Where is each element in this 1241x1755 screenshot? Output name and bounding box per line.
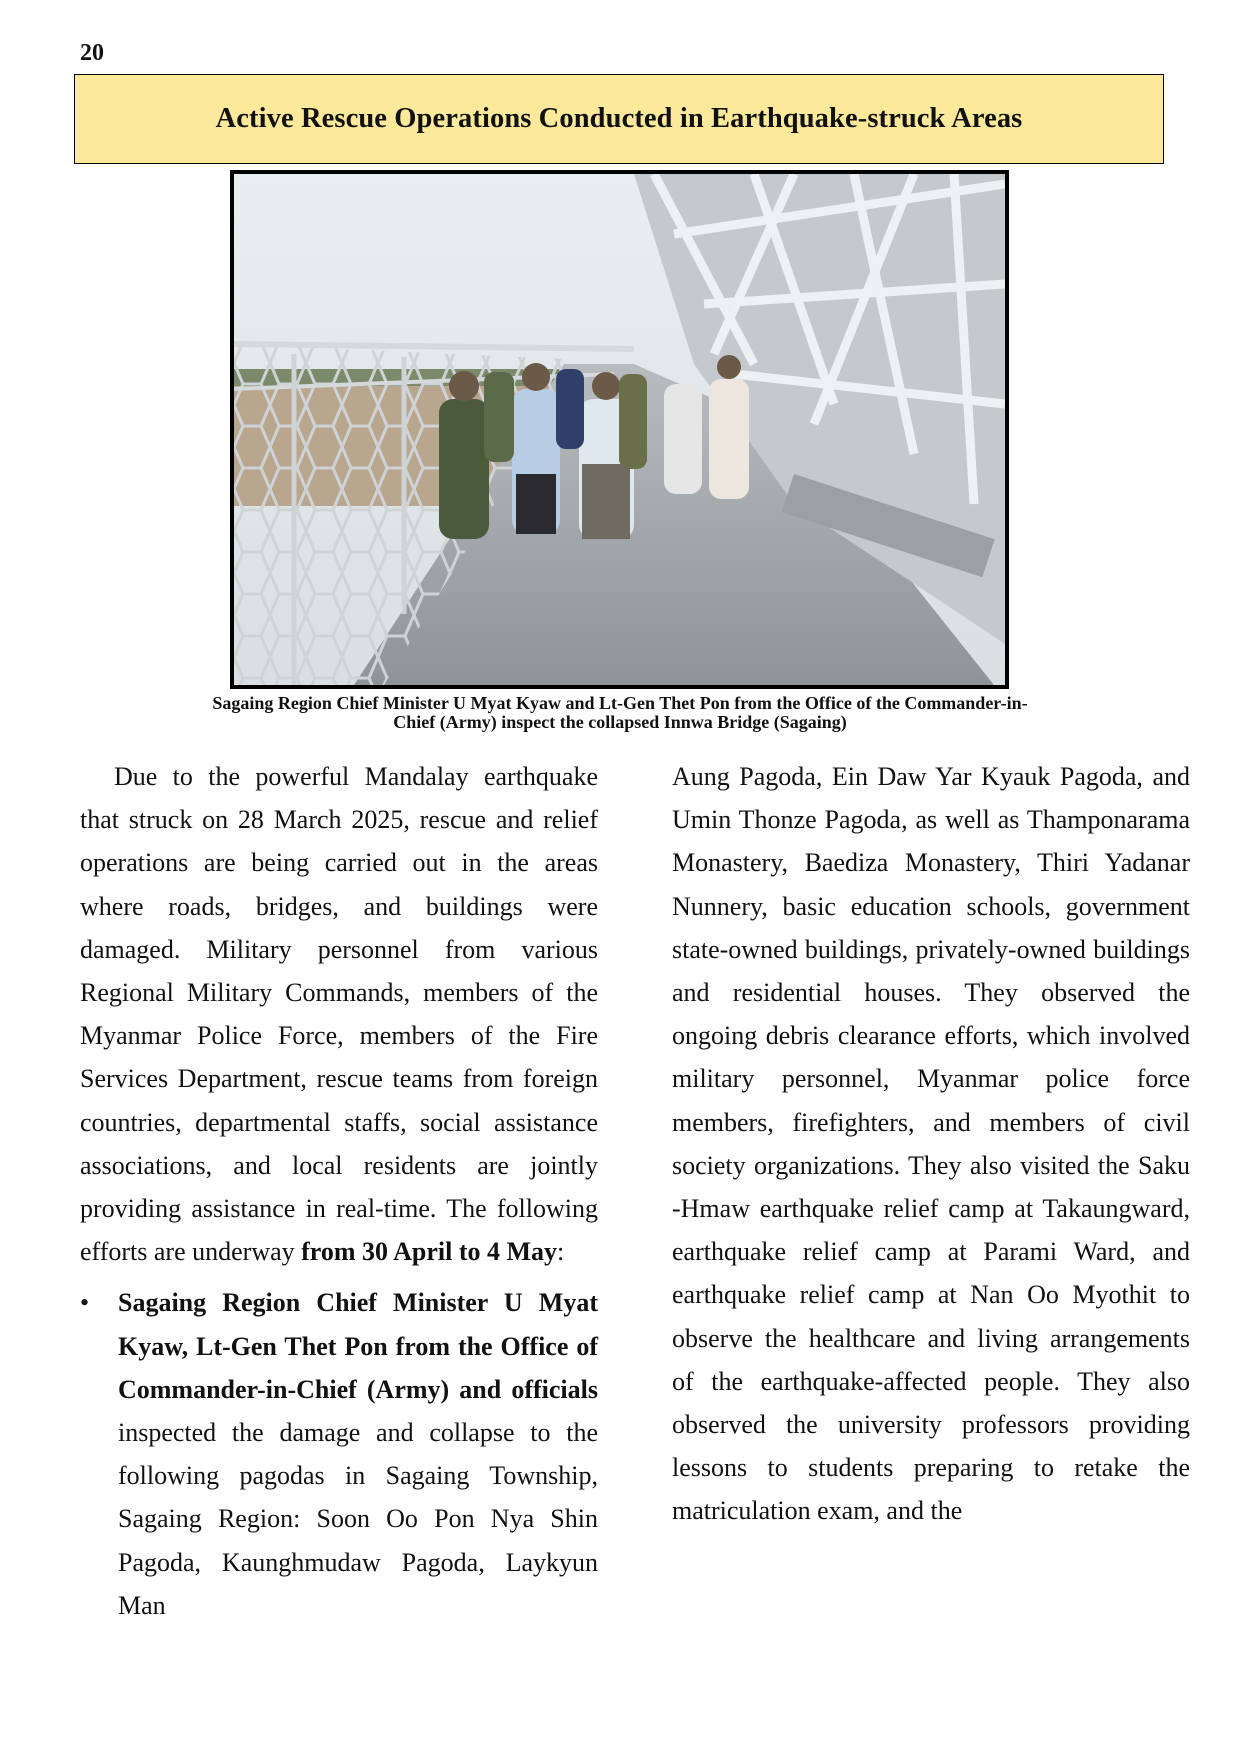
- bullet-marker: •: [80, 1288, 90, 1318]
- bullet-item: [80, 1281, 598, 1627]
- bullet-paragraph: [118, 1281, 598, 1627]
- right-column-paragraph: Aung Pagoda, Ein Daw Yar Kyauk Pagoda, and Umin Thonze Pagoda, as well as Thamponarama Monastery, Baediza Monastery, Thiri Yadanar Nunnery, basic education schools, government state-owned buildings, privately-owned buildings and residential houses. They observed the ongoing debris clearance efforts, which involved military personnel, Myanmar police force members, firefighters, and members of civil society organizations. They also visited the Saku -Hmaw earthquake relief camp at Takaungward, earthquake relief camp at Parami Ward, and earthquake relief camp at Nan Oo Myothit to observe the healthcare and living arrangements of the earthquake-affected people. They also observed the university professors providing lessons to students preparing to retake the matriculation exam, and the: [672, 762, 1190, 1526]
- intro-date-range: from 30 April to 4 May: [301, 1237, 558, 1267]
- bullet-officials: Sagaing Region Chief Minister U Myat Kyaw, Lt-Gen Thet Pon from the Office of Commander-in-Chief (Army) and officials: [118, 1288, 598, 1404]
- intro-paragraph: [80, 755, 598, 1273]
- left-column: [80, 755, 598, 1627]
- bullet-text: inspected the damage and collapse to the following pagodas in Sagaing Township, Sagaing Region: Soon Oo Pon Nya Shin Pagoda, Kaunghmudaw Pagoda, Laykyun Man: [118, 1418, 598, 1620]
- caption-line-1: Sagaing Region Chief Minister U Myat Kyaw and Lt-Gen Thet Pon from the Office of the Commander-in-: [212, 693, 1028, 713]
- page-number: 20: [80, 40, 104, 66]
- intro-end: :: [557, 1237, 565, 1267]
- caption-line-2: Chief (Army) inspect the collapsed Innwa Bridge (Sagaing): [393, 712, 847, 732]
- title-banner: [74, 74, 1164, 164]
- intro-text: Due to the powerful Mandalay earthquake that struck on 28 March 2025, rescue and relief operations are being carried out in the areas where roads, bridges, and buildings were damaged. Military personnel from various Regional Military Commands, members of the Myanmar Police Force, members of the Fire Services Department, rescue teams from foreign countries, departmental staffs, social assistance associations, and local residents are jointly providing assistance in real-time. The following efforts are underway: [80, 762, 598, 1267]
- page-title: Active Rescue Operations Conducted in Earthquake-struck Areas: [215, 103, 1023, 134]
- right-column: [672, 755, 1190, 1533]
- photo-illustration: [234, 174, 1005, 685]
- photo-innwa-bridge: [230, 170, 1009, 689]
- photo-caption: [130, 694, 1110, 732]
